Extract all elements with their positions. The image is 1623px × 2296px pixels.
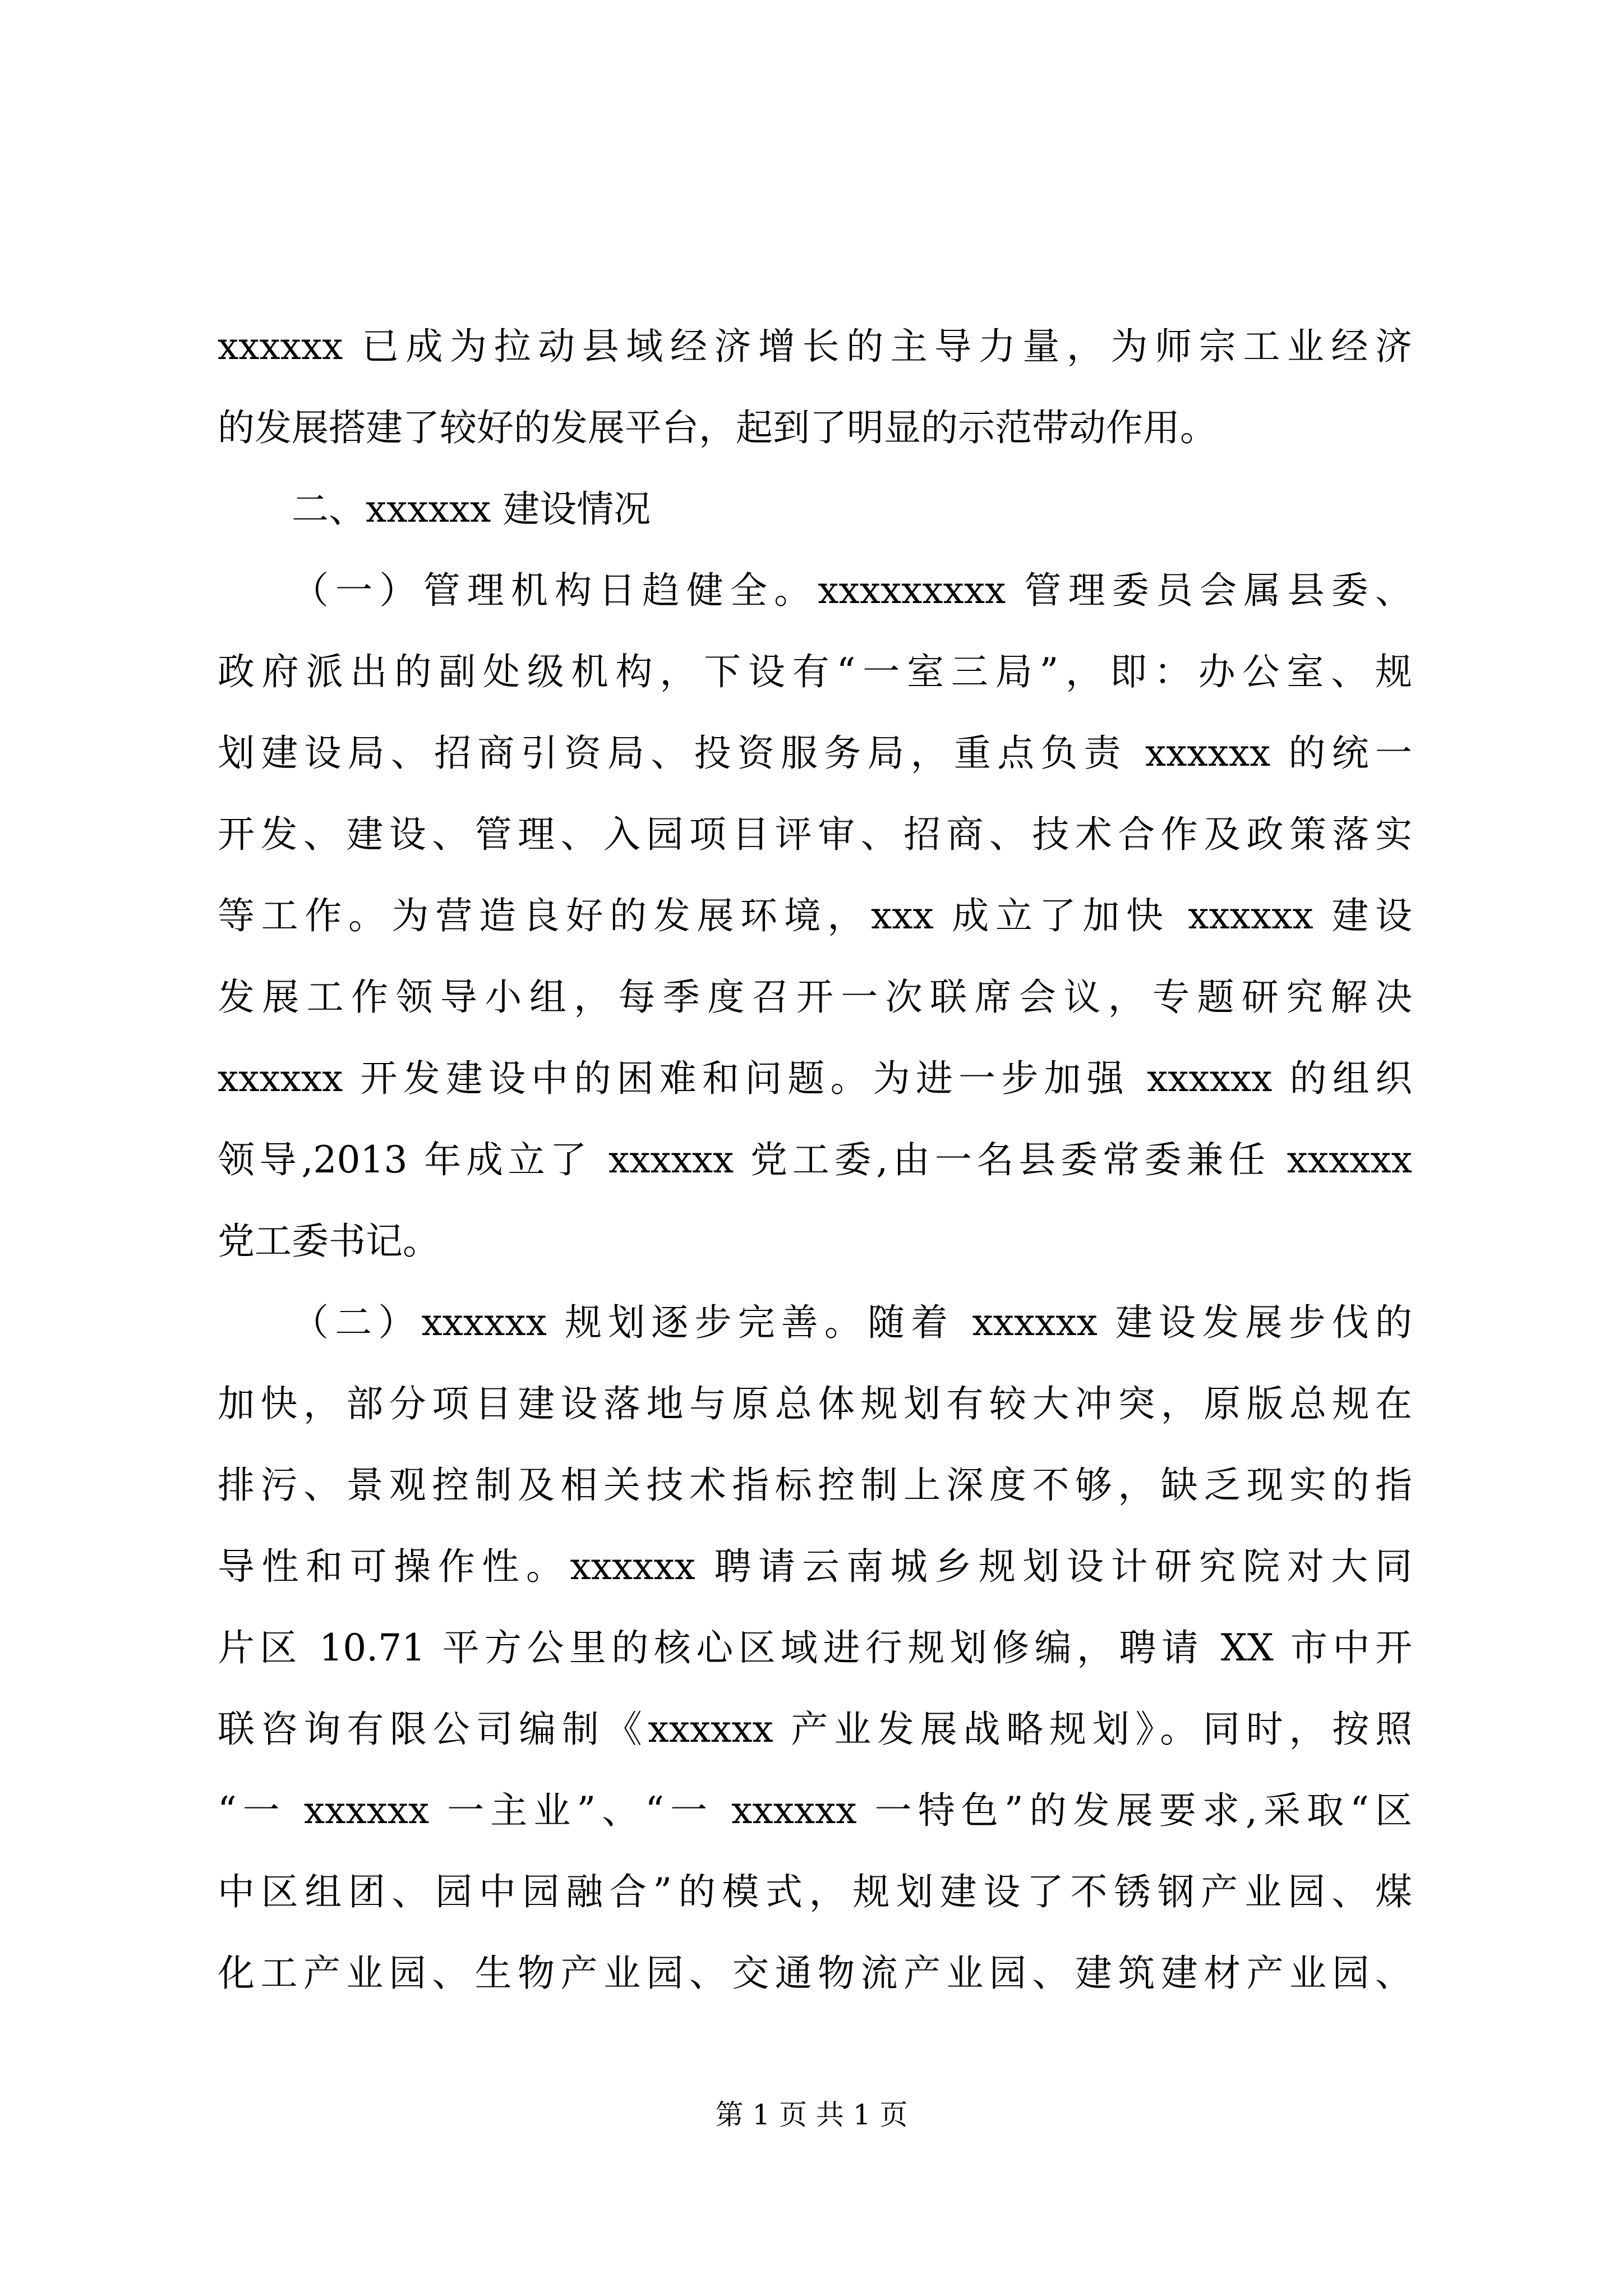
text-line: 排污、景观控制及相关技术指标控制上深度不够，缺乏现实的指 — [218, 1464, 1412, 1507]
text-line: xxxxxx 开发建设中的困难和问题。为进一步加强 xxxxxx 的组织 — [218, 1057, 1412, 1100]
text-line: 化工产业园、生物产业园、交通物流产业园、建筑建材产业园、 — [218, 1952, 1412, 1995]
text-line: 党工委书记。 — [218, 1220, 440, 1263]
text-line: 发展工作领导小组，每季度召开一次联席会议，专题研究解决 — [218, 976, 1412, 1019]
text-line: （一）管理机构日趋健全。xxxxxxxxx 管理委员会属县委、 — [292, 569, 1412, 612]
text-line: 领导,2013 年成立了 xxxxxx 党工委,由一名县委常委兼任 xxxxxx — [218, 1138, 1412, 1181]
text-line: 中区组团、园中园融合”的模式，规划建设了不锈钢产业园、煤 — [218, 1870, 1412, 1913]
text-line: 片区 10.71 平方公里的核心区域进行规划修编，聘请 XX 市中开 — [218, 1626, 1412, 1669]
text-line: 加快，部分项目建设落地与原总体规划有较大冲突，原版总规在 — [218, 1382, 1412, 1425]
text-line: 导性和可操作性。xxxxxx 聘请云南城乡规划设计研究院对大同 — [218, 1545, 1412, 1588]
text-line: 的发展搭建了较好的发展平台，起到了明显的示范带动作用。 — [218, 406, 1217, 449]
text-line: （二）xxxxxx 规划逐步完善。随着 xxxxxx 建设发展步伐的 — [292, 1301, 1412, 1344]
text-line: 划建设局、招商引资局、投资服务局，重点负责 xxxxxx 的统一 — [218, 731, 1412, 775]
text-line: 政府派出的副处级机构，下设有“一室三局”，即：办公室、规 — [218, 650, 1412, 693]
page-footer: 第 1 页 共 1 页 — [715, 2099, 908, 2131]
text-line: 联咨询有限公司编制《xxxxxx 产业发展战略规划》。同时，按照 — [218, 1708, 1412, 1751]
text-line: “一 xxxxxx 一主业”、“一 xxxxxx 一特色”的发展要求,采取“区 — [218, 1789, 1412, 1832]
document-body — [218, 306, 1412, 2014]
text-line: 开发、建设、管理、入园项目评审、招商、技术合作及政策落实 — [218, 813, 1412, 856]
text-line: 等工作。为营造良好的发展环境，xxx 成立了加快 xxxxxx 建设 — [218, 894, 1412, 937]
text-line: 二、xxxxxx 建设情况 — [292, 487, 651, 531]
text-line: xxxxxx 已成为拉动县域经济增长的主导力量，为师宗工业经济 — [218, 325, 1412, 368]
